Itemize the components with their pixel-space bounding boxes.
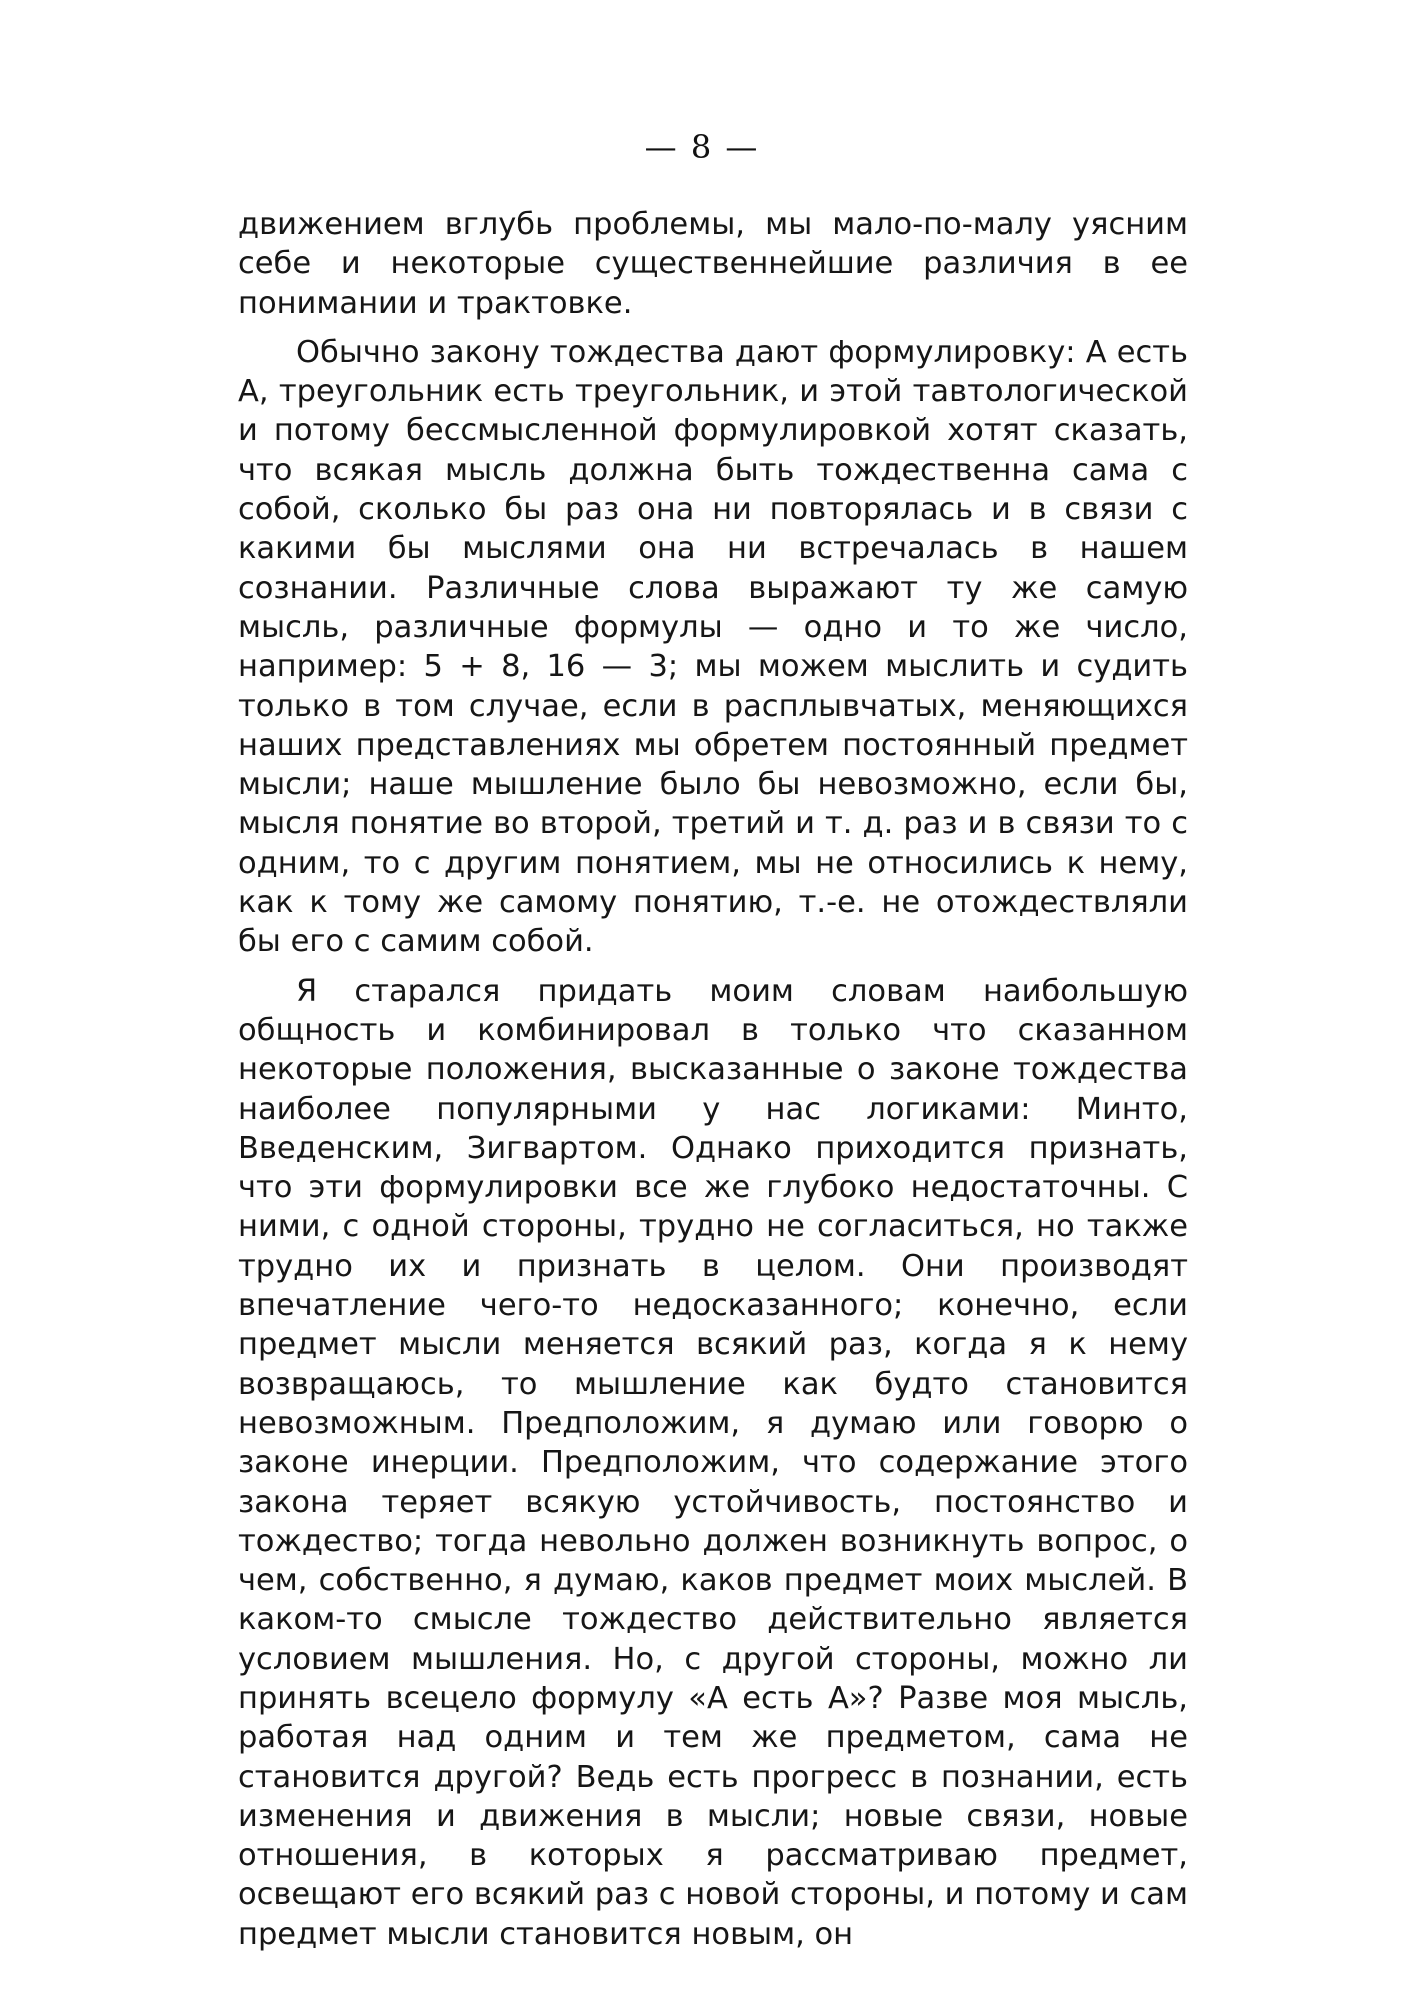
body-text (238, 205, 1188, 1954)
paragraph-continuation: движением вглубь проблемы, мы мало-по-малу уясним себе и некоторые существеннейшие различия в ее понимании и трактовке. (238, 207, 1188, 321)
page-number: — 8 — (644, 128, 760, 166)
paragraph-identity-law: Обычно закону тождества дают формулировку: А есть А, треугольник есть треугольник, и этой тавтологической и потому бессмысленной формулировкой хотят сказать, что всякая мысль должна быть тождественна сама с собой, сколько бы раз она ни повторялась и в связи с какими бы мыслями она ни встречалась в нашем сознании. Различные слова выражают ту же самую мысль, различные формулы — одно и то же число, например: 5 + 8, 16 — 3; мы можем мыслить и судить только в том случае, если в расплывчатых, меняющихся наших представлениях мы обретем постоянный предмет мысли; наше мышление было бы невозможно, если бы, мысля понятие во второй, третий и т. д. раз и в связи то с одним, то с другим понятием, мы не относились к нему, как к тому же самому понятию, т.-е. не отождествляли бы его с самим собой. (238, 334, 1188, 960)
paragraph-formulations: Я старался придать моим словам наибольшую общность и комбинировал в только что сказанном некоторые положения, высказанные о законе тождества наиболее популярными у нас логиками: Минто, Введенским, Зигвартом. Однако приходится признать, что эти формулировки все же глубоко недостаточны. С ними, с одной стороны, трудно не согласиться, но также трудно их и признать в целом. Они производят впечатление чего-то недосказанного; конечно, если предмет мысли меняется всякий раз, когда я к нему возвращаюсь, то мышление как будто становится невозможным. Предположим, я думаю или говорю о законе инерции. Предположим, что содержание этого закона теряет всякую устойчивость, постоянство и тождество; тогда невольно должен возникнуть вопрос, о чем, собственно, я думаю, каков предмет моих мыслей. В каком-то смысле тождество действительно является условием мышления. Но, с другой стороны, можно ли принять всецело формулу «А есть А»? Разве моя мысль, работая над одним и тем же предметом, сама не становится другой? Ведь есть прогресс в познании, есть изменения и движения в мысли; новые связи, новые отношения, в которых я рассматриваю предмет, освещают его всякий раз с новой стороны, и потому и сам предмет мысли становится новым, он (238, 973, 1188, 1952)
